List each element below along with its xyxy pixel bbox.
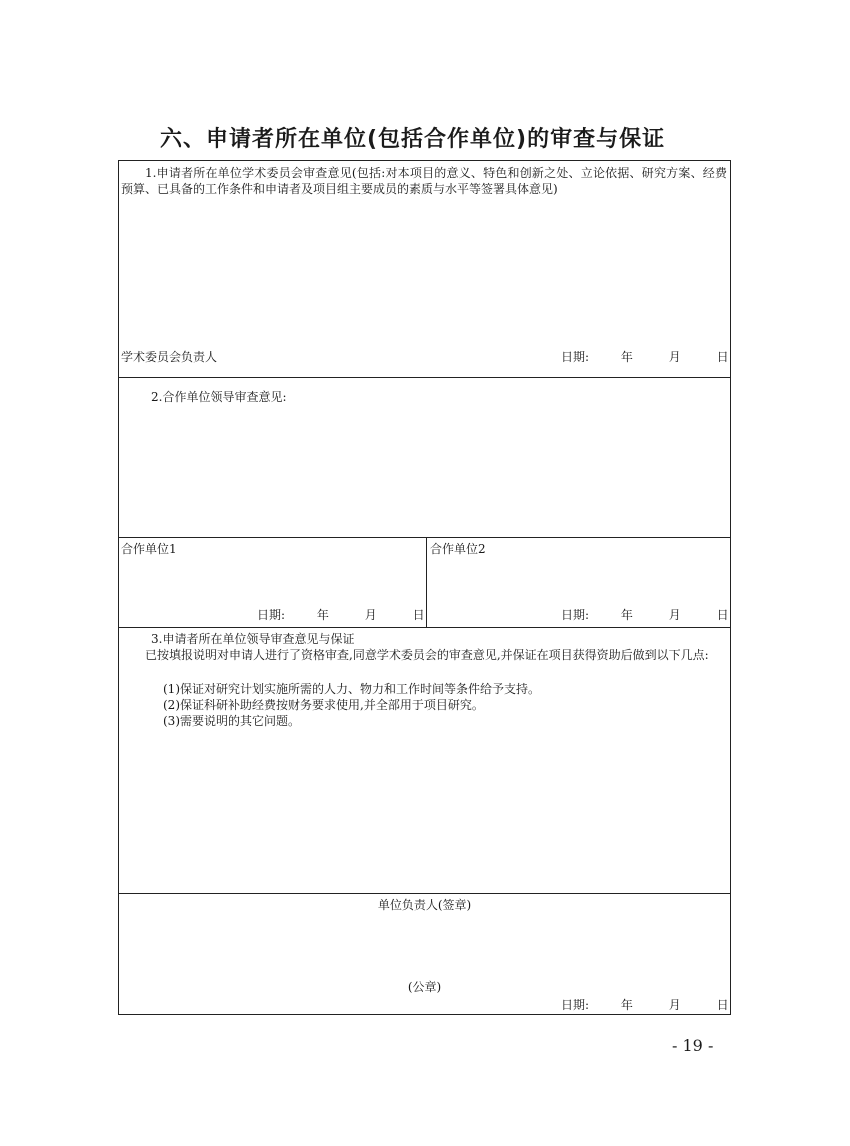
section1-text: 1.申请者所在单位学术委员会审查意见(包括:对本项目的意义、特色和创新之处、立论依据、研究方案、经费预算、已具备的工作条件和申请者及项目组主要成员的素质与水平等签署具体意见)	[121, 166, 727, 196]
unit-leader-heading: 3.申请者所在单位领导审查意见与保证	[151, 632, 355, 646]
date-line-1	[561, 349, 729, 365]
day-label: 日	[412, 608, 425, 622]
year-label: 年	[620, 350, 633, 364]
divider	[119, 627, 730, 628]
date-line-2a	[257, 607, 425, 623]
guarantee-item-1: (1)保证对研究计划实施所需的人力、物力和工作时间等条件给予支持。	[163, 682, 541, 696]
divider	[119, 537, 730, 538]
day-label: 日	[716, 350, 729, 364]
partner-unit-1: 合作单位1	[121, 542, 177, 556]
page-title: 六、申请者所在单位(包括合作单位)的审查与保证	[160, 127, 666, 152]
date-label: 日期:	[561, 608, 590, 622]
column-divider	[426, 537, 427, 627]
review-form	[118, 160, 731, 1015]
divider	[119, 893, 730, 894]
academic-committee-signer: 学术委员会负责人	[121, 350, 218, 364]
month-label: 月	[668, 350, 681, 364]
year-label: 年	[316, 608, 329, 622]
partner-review-heading: 2.合作单位领导审查意见:	[151, 390, 287, 404]
date-label: 日期:	[257, 608, 286, 622]
month-label: 月	[668, 998, 681, 1012]
date-line-2b	[561, 607, 729, 623]
year-label: 年	[620, 998, 633, 1012]
page-number: - 19 -	[672, 1036, 714, 1055]
month-label: 月	[364, 608, 377, 622]
month-label: 月	[668, 608, 681, 622]
date-label: 日期:	[561, 350, 590, 364]
year-label: 年	[620, 608, 633, 622]
unit-head-signature: 单位负责人(签章)	[377, 898, 472, 912]
unit-leader-intro: 已按填报说明对申请人进行了资格审查,同意学术委员会的审查意见,并保证在项目获得资助后做到以下几点:	[145, 648, 709, 662]
date-label: 日期:	[561, 998, 590, 1012]
date-line-3	[561, 997, 729, 1013]
partner-unit-2: 合作单位2	[430, 542, 486, 556]
guarantee-item-2: (2)保证科研补助经费按财务要求使用,并全部用于项目研究。	[163, 698, 484, 712]
guarantee-item-3: (3)需要说明的其它问题。	[163, 714, 300, 728]
day-label: 日	[716, 608, 729, 622]
divider	[119, 377, 730, 378]
day-label: 日	[716, 998, 729, 1012]
official-seal: (公章)	[407, 980, 442, 994]
